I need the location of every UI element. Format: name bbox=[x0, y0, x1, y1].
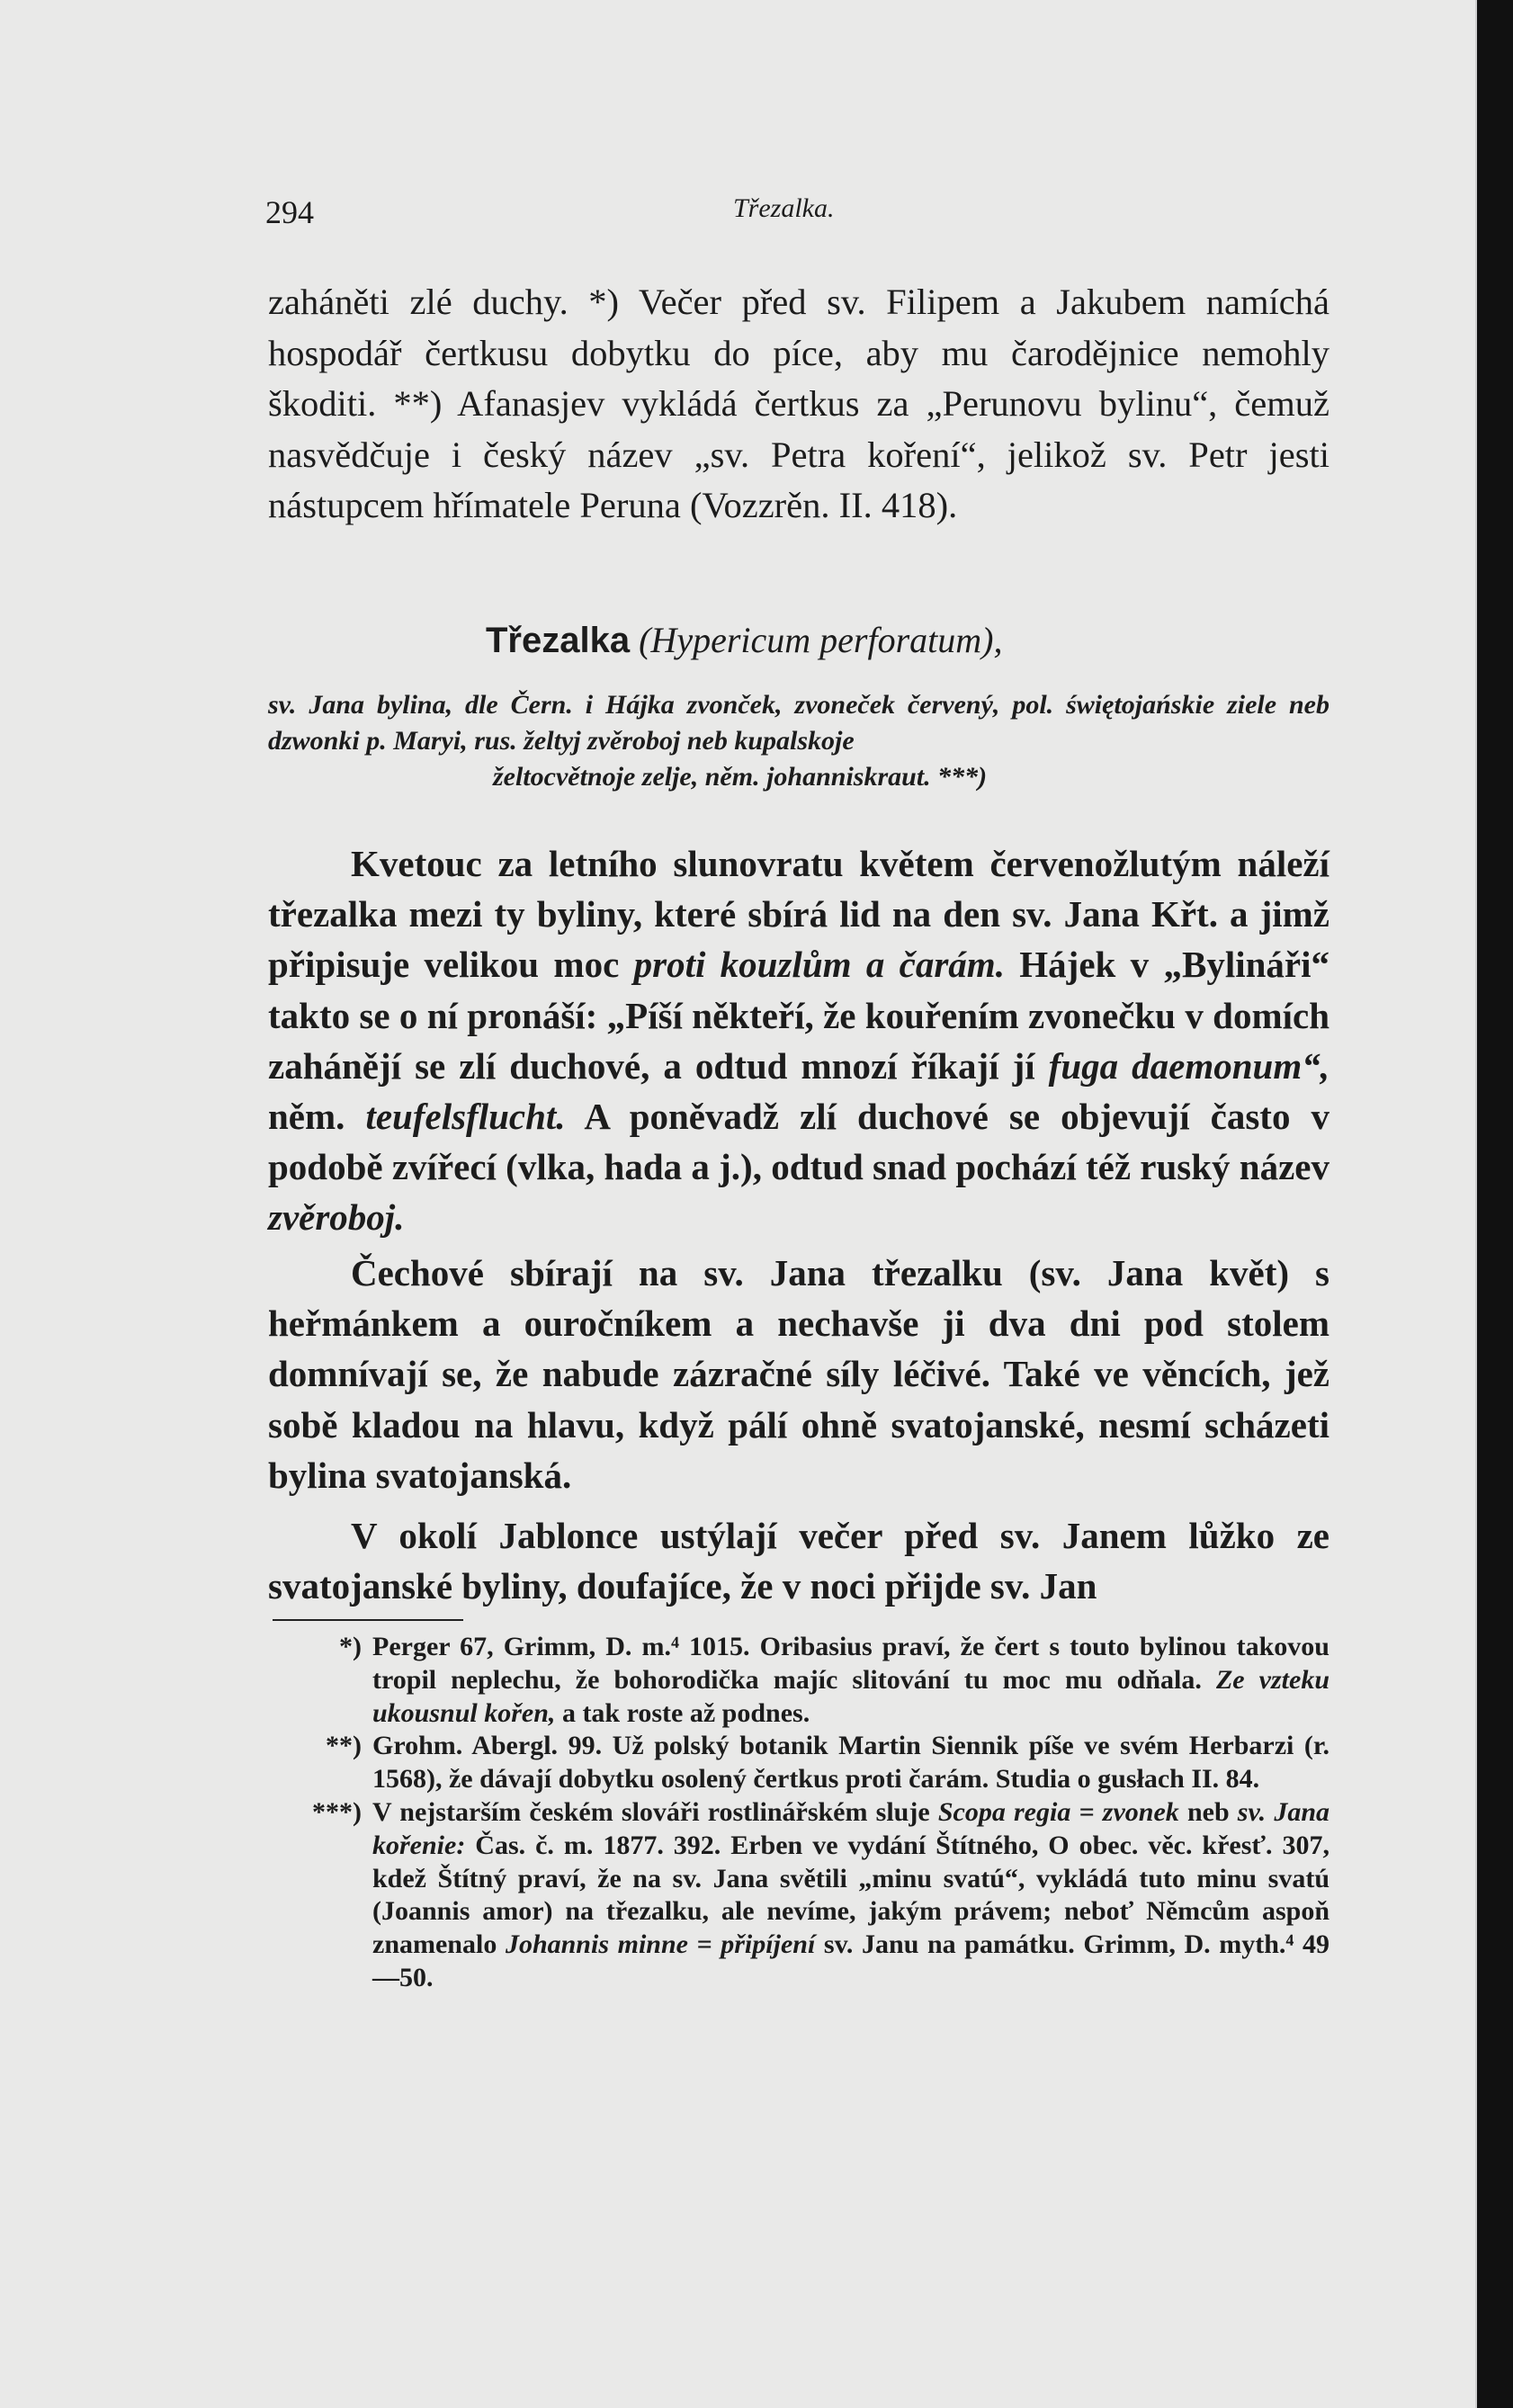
intro-paragraph: zaháněti zlé duchy. *) Večer před sv. Filipem a Jakubem namíchá hospodář čertkusu dobytku do píce, aby mu čarodějnice nemohly škoditi. **) Afanasjev vykládá čertkus za „Perunovu bylinu“, čemuž nasvědčuje i český název „sv. Petra koření“, jelikož sv. Petr jesti nástupcem hřímatele Peruna (Vozzrěn. II. 418). bbox=[268, 282, 1329, 525]
heading-name: Třezalka bbox=[486, 621, 631, 660]
plant-names bbox=[268, 687, 1329, 795]
p1-italic-f: teufelsflucht. bbox=[365, 1096, 566, 1138]
p1-text-a: Kvetouc za letního slunovratu květem červenožlutým náleží třezalka mezi ty byliny, které sbírá lid na den sv. Jana Křt. a jimž připisuje velikou moc bbox=[268, 843, 1329, 986]
footnote-1-text-a: Perger 67, Grimm, D. m.⁴ 1015. Oribasius praví, že čert s touto bylinou takovou tropil neplechu, že bohorodička majíc slitování tu moc mu odňala. bbox=[372, 1632, 1329, 1695]
p1-text-c: Hájek v „Bylináři“ takto se o ní pronáší: „Píší někteří, že kouřením zvonečku v domích zahánějí se zlí duchové, a odtud mnozí říkají jí bbox=[268, 944, 1329, 1087]
footnote-mark: **) bbox=[326, 1731, 362, 1761]
plant-names-line2: želtocvětnoje zelje, něm. johanniskraut. ***) bbox=[493, 762, 988, 792]
running-title: Třezalka. bbox=[733, 193, 835, 223]
page-number: 294 bbox=[265, 194, 314, 230]
footnote-3-italic-f: Johannis minne = připíjení bbox=[505, 1929, 816, 1960]
paragraph-3: V okolí Jablonce ustýlají večer před sv. Janem lůžko ze svatojanské byliny, doufajíce, že v noci přijde sv. Jan bbox=[268, 1515, 1329, 1607]
footnote-3-italic-d: sv. Jana kořenie: bbox=[372, 1796, 1330, 1860]
p1-italic-b: proti kouzlům a čarám. bbox=[633, 944, 1005, 986]
paragraph-2: Čechové sbírají na sv. Jana třezalku (sv. Jana květ) s heřmánkem a ouročníkem a nechavše ji dva dni pod stolem domnívají se, že nabude zázračné síly léčivé. Také ve věncích, jež sobě kladou na hlavu, když pálí ohně svatojanské, nesmí scházeti bylina svatojanská. bbox=[268, 1252, 1329, 1496]
footnote-3 bbox=[268, 1796, 1329, 1995]
section-heading bbox=[486, 619, 1002, 661]
p1-text-e: něm. bbox=[268, 1096, 345, 1138]
footnote-2-text: Grohm. Abergl. 99. Už polský botanik Martin Siennik píše ve svém Herbarzi (r. 1568), že dávají dobytku osolený čertkus proti čarám. Studia o gusłach II. 84. bbox=[372, 1731, 1329, 1795]
footnotes bbox=[268, 1631, 1329, 1995]
footnote-1-italic: Ze vzteku ukousnul kořen, bbox=[372, 1664, 1330, 1728]
p1-text-g: A poněvadž zlí duchové se objevují často v podobě zvířecí (vlka, hada a j.), odtud snad pochází též ruský název bbox=[268, 1096, 1329, 1188]
footnote-3-text-g: sv. Janu na památku. Grimm, D. myth.⁴ 49—50. bbox=[372, 1929, 1330, 1992]
footnote-2 bbox=[268, 1730, 1329, 1796]
heading-latin: (Hypericum perforatum), bbox=[639, 620, 1003, 660]
footnote-rule bbox=[273, 1619, 463, 1621]
footnote-mark: ***) bbox=[312, 1796, 362, 1827]
scan-edge bbox=[1477, 0, 1513, 2408]
footnote-mark: *) bbox=[339, 1632, 362, 1661]
p1-italic-h: zvěroboj. bbox=[268, 1196, 405, 1239]
paragraph-1 bbox=[268, 838, 1329, 1243]
footnote-1 bbox=[268, 1631, 1329, 1730]
footnote-3-text-c: neb bbox=[1186, 1796, 1230, 1827]
footnote-3-text-e: Čas. č. m. 1877. 392. Erben ve vydání Štítného, O obec. věc. křesť. 307, kdež Štítný praví, že na sv. Jana světili „minu svatú“, vykládá tuto minu svatú (Joannis amor) na třezalku, ale nevíme, jakým právem; neboť Němcům aspoň znamenalo bbox=[372, 1830, 1330, 1960]
footnote-1-text-c: a tak roste až podnes. bbox=[561, 1697, 810, 1728]
footnote-3-italic-b: Scopa regia = zvonek bbox=[937, 1796, 1179, 1827]
page-header bbox=[265, 193, 1327, 238]
footnote-3-text-a: V nejstarším českém slováři rostlinářském sluje bbox=[372, 1796, 930, 1827]
p1-italic-d: fuga daemonum“, bbox=[1048, 1044, 1329, 1087]
plant-names-line1: sv. Jana bylina, dle Čern. i Hájka zvonček, zvoneček červený, pol. świętojańskie ziele neb dzwonki p. Maryi, rus. želtyj zvěroboj neb kupalskoje bbox=[268, 690, 1329, 756]
